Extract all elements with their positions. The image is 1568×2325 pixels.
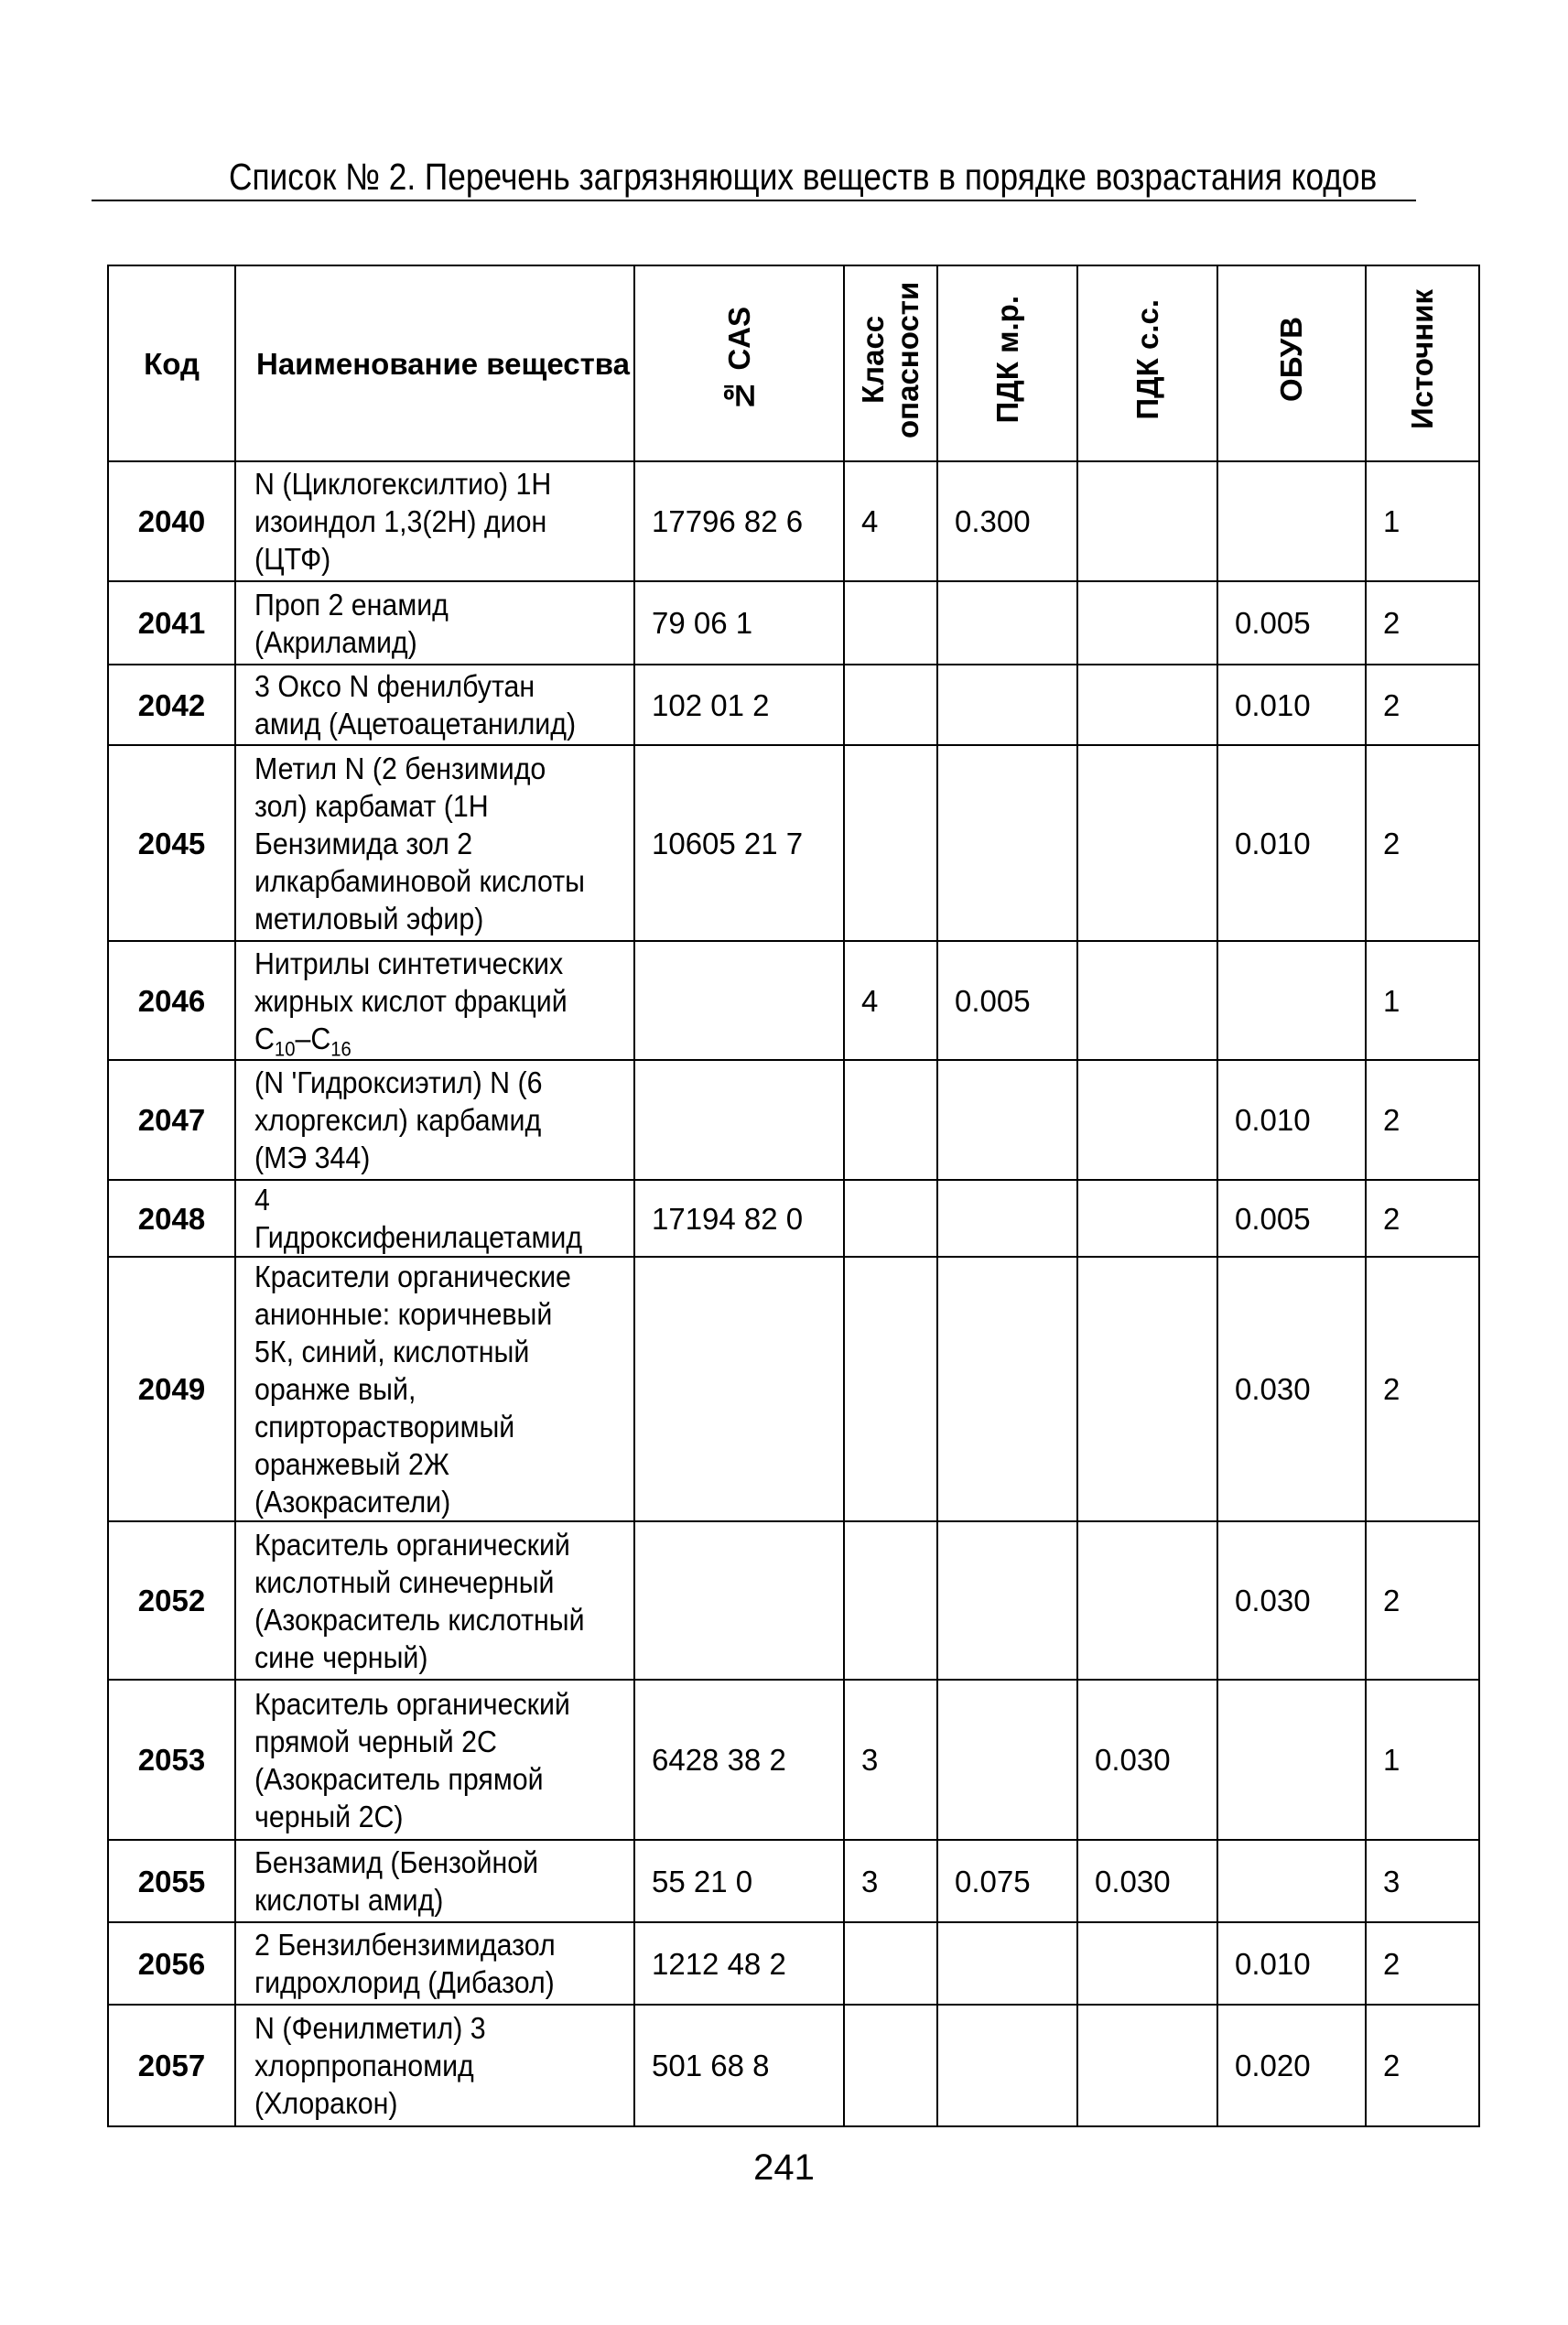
cell-cas: 10605 21 7 bbox=[634, 745, 844, 941]
column-header-hazard-class-label: Класс опасности bbox=[856, 280, 925, 438]
cell-name-text: Метил N (2 бензимидо зол) карбамат (1H Бензимида зол 2 илкарбаминовой кислоты метиловый эфир) bbox=[254, 751, 585, 935]
cell-source: 2 bbox=[1366, 1922, 1479, 2005]
cell-cas bbox=[634, 941, 844, 1060]
cell-code: 2045 bbox=[108, 745, 235, 941]
cell-name-text: Красители органические анионные: коричневый 5К, синий, кислотный оранже вый, спирторастворимый оранжевый 2Ж (Азокрасители) bbox=[254, 1260, 571, 1519]
cell-name-text: 4 Гидроксифенилацетамид bbox=[254, 1183, 583, 1254]
page-number: 241 bbox=[753, 2147, 815, 2188]
cell-pdk-mr bbox=[937, 2005, 1077, 2126]
cell-hazard-class: 4 bbox=[844, 941, 937, 1060]
cell-name-main: Нитрилы синтетических жирных кислот фракций С bbox=[254, 946, 568, 1055]
cell-name bbox=[235, 1257, 634, 1521]
column-header-obuv bbox=[1217, 265, 1366, 461]
table-row bbox=[108, 1922, 1479, 2005]
cell-pdk-ss: 0.030 bbox=[1077, 1840, 1217, 1922]
cell-hazard-class bbox=[844, 1180, 937, 1257]
cell-pdk-ss bbox=[1077, 1922, 1217, 2005]
cell-source: 2 bbox=[1366, 581, 1479, 665]
cell-name bbox=[235, 1922, 634, 2005]
cell-hazard-class bbox=[844, 581, 937, 665]
column-header-pdk-mr bbox=[937, 265, 1077, 461]
cell-source: 3 bbox=[1366, 1840, 1479, 1922]
cell-name-text: Бензамид (Бензойной кислоты амид) bbox=[254, 1845, 539, 1917]
cell-name-text: Краситель органический кислотный синечерный (Азокраситель кислотный сине черный) bbox=[254, 1527, 585, 1674]
cell-pdk-ss: 0.030 bbox=[1077, 1680, 1217, 1840]
cell-name bbox=[235, 665, 634, 745]
cell-code: 2057 bbox=[108, 2005, 235, 2126]
cell-pdk-mr bbox=[937, 665, 1077, 745]
cell-hazard-class bbox=[844, 1257, 937, 1521]
cell-code: 2041 bbox=[108, 581, 235, 665]
cell-source: 1 bbox=[1366, 461, 1479, 581]
column-header-cas bbox=[634, 265, 844, 461]
cell-hazard-class bbox=[844, 1060, 937, 1180]
cell-code: 2052 bbox=[108, 1521, 235, 1680]
cell-name bbox=[235, 461, 634, 581]
cell-cas: 55 21 0 bbox=[634, 1840, 844, 1922]
cell-name-text bbox=[254, 945, 598, 1061]
cell-source: 2 bbox=[1366, 1257, 1479, 1521]
cell-obuv: 0.010 bbox=[1217, 665, 1366, 745]
cell-pdk-ss bbox=[1077, 461, 1217, 581]
column-header-pdk-mr-label: ПДК м.р. bbox=[989, 295, 1024, 424]
table-row bbox=[108, 1680, 1479, 1840]
cell-obuv: 0.030 bbox=[1217, 1521, 1366, 1680]
cell-pdk-ss bbox=[1077, 1060, 1217, 1180]
cell-name bbox=[235, 1680, 634, 1840]
cell-hazard-class bbox=[844, 1922, 937, 2005]
cell-code: 2042 bbox=[108, 665, 235, 745]
cell-name bbox=[235, 581, 634, 665]
cell-pdk-ss bbox=[1077, 1180, 1217, 1257]
cell-hazard-class: 4 bbox=[844, 461, 937, 581]
cell-source: 2 bbox=[1366, 2005, 1479, 2126]
cell-pdk-mr bbox=[937, 1060, 1077, 1180]
column-header-pdk-ss-label: ПДК с.с. bbox=[1130, 298, 1164, 420]
cell-code: 2056 bbox=[108, 1922, 235, 2005]
cell-name bbox=[235, 1180, 634, 1257]
cell-source: 2 bbox=[1366, 1180, 1479, 1257]
cell-cas bbox=[634, 1257, 844, 1521]
cell-name-text: Краситель органический прямой черный 2С (Азокраситель прямой черный 2С) bbox=[254, 1686, 570, 1833]
cell-code: 2053 bbox=[108, 1680, 235, 1840]
cell-name-text: N (Циклогексилтио) 1H изоиндол 1,3(2H) дион (ЦТФ) bbox=[254, 467, 552, 576]
cell-cas: 17194 82 0 bbox=[634, 1180, 844, 1257]
cell-obuv bbox=[1217, 941, 1366, 1060]
cell-pdk-ss bbox=[1077, 1521, 1217, 1680]
table-row bbox=[108, 1840, 1479, 1922]
cell-source: 1 bbox=[1366, 1680, 1479, 1840]
table-row bbox=[108, 581, 1479, 665]
cell-pdk-ss bbox=[1077, 581, 1217, 665]
table-row bbox=[108, 1521, 1479, 1680]
cell-source: 2 bbox=[1366, 665, 1479, 745]
cell-name bbox=[235, 745, 634, 941]
cell-pdk-mr: 0.300 bbox=[937, 461, 1077, 581]
column-header-source bbox=[1366, 265, 1479, 461]
cell-hazard-class bbox=[844, 665, 937, 745]
cell-name-text: 2 Бензилбензимидазол гидрохлорид (Дибазол) bbox=[254, 1928, 556, 1999]
cell-pdk-ss bbox=[1077, 2005, 1217, 2126]
table-row bbox=[108, 941, 1479, 1060]
cell-source: 2 bbox=[1366, 1521, 1479, 1680]
cell-name bbox=[235, 941, 634, 1060]
table-header-row bbox=[108, 265, 1479, 461]
column-header-cas-label: № CAS bbox=[721, 306, 756, 413]
table-row bbox=[108, 1257, 1479, 1521]
cell-pdk-ss bbox=[1077, 665, 1217, 745]
cell-name-text: 3 Оксо N фенилбутан амид (Ацетоацетанилид) bbox=[254, 669, 577, 741]
cell-source: 1 bbox=[1366, 941, 1479, 1060]
cell-cas bbox=[634, 1060, 844, 1180]
cell-code: 2049 bbox=[108, 1257, 235, 1521]
column-header-source-label: Источник bbox=[1405, 288, 1439, 430]
cell-obuv bbox=[1217, 1680, 1366, 1840]
cell-obuv: 0.010 bbox=[1217, 1060, 1366, 1180]
cell-obuv: 0.010 bbox=[1217, 1922, 1366, 2005]
cell-pdk-ss bbox=[1077, 745, 1217, 941]
column-header-pdk-ss bbox=[1077, 265, 1217, 461]
cell-obuv: 0.030 bbox=[1217, 1257, 1366, 1521]
column-header-hazard-class bbox=[844, 265, 937, 461]
header-divider bbox=[92, 200, 1416, 201]
cell-obuv bbox=[1217, 1840, 1366, 1922]
cell-code: 2040 bbox=[108, 461, 235, 581]
cell-code: 2055 bbox=[108, 1840, 235, 1922]
cell-name-text: N (Фенилметил) 3 хлорпропаномид (Хлоракон) bbox=[254, 2011, 486, 2120]
cell-pdk-mr bbox=[937, 1180, 1077, 1257]
cell-name-text: (N 'Гидроксиэтил) N (6 хлоргексил) карбамид (МЭ 344) bbox=[254, 1065, 543, 1174]
cell-pdk-mr bbox=[937, 1680, 1077, 1840]
cell-pdk-mr bbox=[937, 1257, 1077, 1521]
cell-name bbox=[235, 2005, 634, 2126]
cell-pdk-mr: 0.005 bbox=[937, 941, 1077, 1060]
cell-pdk-ss bbox=[1077, 1257, 1217, 1521]
table-row bbox=[108, 461, 1479, 581]
cell-pdk-mr: 0.075 bbox=[937, 1840, 1077, 1922]
cell-obuv: 0.020 bbox=[1217, 2005, 1366, 2126]
cell-pdk-mr bbox=[937, 745, 1077, 941]
cell-hazard-class bbox=[844, 1521, 937, 1680]
cell-cas: 79 06 1 bbox=[634, 581, 844, 665]
page-title: Список № 2. Перечень загрязняющих веществ в порядке возрастания кодов bbox=[229, 156, 1378, 198]
substances-table bbox=[107, 265, 1480, 2127]
cell-pdk-mr bbox=[937, 1922, 1077, 2005]
cell-name-mid: –С bbox=[295, 1021, 331, 1055]
cell-code: 2046 bbox=[108, 941, 235, 1060]
cell-cas: 17796 82 6 bbox=[634, 461, 844, 581]
table-row bbox=[108, 665, 1479, 745]
cell-name bbox=[235, 1840, 634, 1922]
cell-pdk-ss bbox=[1077, 941, 1217, 1060]
column-header-name: Наименование вещества bbox=[235, 265, 634, 461]
cell-obuv: 0.010 bbox=[1217, 745, 1366, 941]
table-row bbox=[108, 745, 1479, 941]
cell-obuv bbox=[1217, 461, 1366, 581]
cell-obuv: 0.005 bbox=[1217, 1180, 1366, 1257]
cell-name bbox=[235, 1521, 634, 1680]
cell-cas: 6428 38 2 bbox=[634, 1680, 844, 1840]
cell-cas: 102 01 2 bbox=[634, 665, 844, 745]
cell-hazard-class bbox=[844, 2005, 937, 2126]
cell-name-subscript-start: 10 bbox=[274, 1037, 296, 1061]
cell-source: 2 bbox=[1366, 1060, 1479, 1180]
table-row bbox=[108, 2005, 1479, 2126]
column-header-obuv-label: ОБУВ bbox=[1274, 317, 1308, 402]
cell-pdk-mr bbox=[937, 1521, 1077, 1680]
cell-hazard-class bbox=[844, 745, 937, 941]
cell-hazard-class: 3 bbox=[844, 1840, 937, 1922]
cell-code: 2047 bbox=[108, 1060, 235, 1180]
cell-pdk-mr bbox=[937, 581, 1077, 665]
cell-cas: 1212 48 2 bbox=[634, 1922, 844, 2005]
cell-name bbox=[235, 1060, 634, 1180]
cell-source: 2 bbox=[1366, 745, 1479, 941]
cell-cas bbox=[634, 1521, 844, 1680]
table-row bbox=[108, 1060, 1479, 1180]
cell-name-subscript-end: 16 bbox=[330, 1037, 351, 1061]
cell-hazard-class: 3 bbox=[844, 1680, 937, 1840]
cell-code: 2048 bbox=[108, 1180, 235, 1257]
column-header-code: Код bbox=[108, 265, 235, 461]
cell-cas: 501 68 8 bbox=[634, 2005, 844, 2126]
cell-name-text: Проп 2 енамид (Акриламид) bbox=[254, 587, 449, 659]
cell-obuv: 0.005 bbox=[1217, 581, 1366, 665]
table-row bbox=[108, 1180, 1479, 1257]
